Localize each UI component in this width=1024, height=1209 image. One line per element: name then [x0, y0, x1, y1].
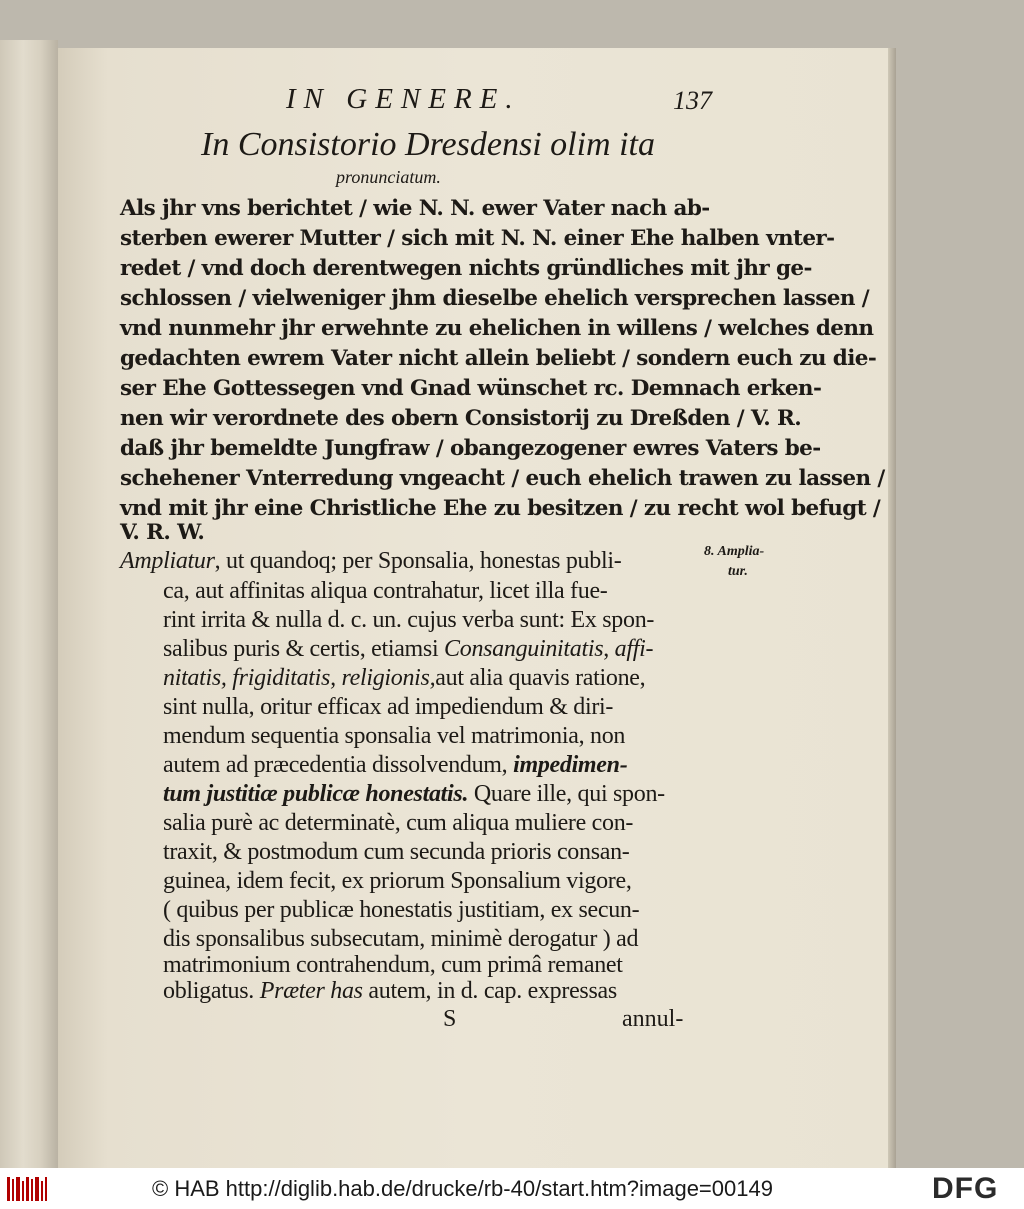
gothic-text-line: Als jhr vns berichtet / wie N. N. ewer Vater nach ab- — [120, 196, 710, 221]
latin-text: obligatus. — [163, 978, 260, 1004]
latin-italic-term: Consanguinitatis — [444, 636, 604, 662]
latin-text-line: mendum sequentia sponsalia vel matrimonia, non — [163, 723, 626, 749]
section-heading: In Consistorio Dresdensi olim ita — [201, 126, 655, 163]
book-page — [58, 48, 888, 1168]
margin-note-line: tur. — [728, 564, 748, 579]
latin-text: autem, in d. cap. expressas — [362, 978, 617, 1004]
margin-note-line: 8. Amplia- — [704, 544, 765, 559]
latin-text: , — [603, 636, 615, 662]
latin-text-line: ca, aut affinitas aliqua contrahatur, licet illa fue- — [163, 578, 608, 604]
running-head: IN GENERE. — [286, 83, 521, 115]
gothic-text-line: redet / vnd doch derentwegen nichts gründliches mit jhr ge- — [120, 256, 812, 281]
gothic-text-line: schehener Vnterredung vngeacht / euch ehelich trawen zu lassen / — [120, 466, 885, 491]
margin-note — [704, 542, 764, 582]
dfg-logo: DFG — [932, 1172, 999, 1205]
latin-italic-term: affi- — [614, 636, 654, 662]
gothic-text-line: ser Ehe Gottessegen vnd Gnad wünschet rc. Demnach erken- — [120, 376, 822, 401]
latin-text-line: rint irrita & nulla d. c. un. cujus verba sunt: Ex spon- — [163, 607, 655, 633]
gothic-text-line: gedachten ewrem Vater nicht allein beliebt / sondern euch zu die- — [120, 346, 877, 371]
latin-text: salibus puris & certis, etiamsi — [163, 636, 445, 662]
viewer-footer — [0, 1168, 1024, 1209]
gothic-text-line: daß jhr bemeldte Jungfraw / obangezogener ewres Vaters be- — [120, 436, 821, 461]
latin-text-line — [163, 781, 665, 808]
gothic-text-line: V. R. W. — [120, 520, 205, 545]
latin-text: autem ad præcedentia dissolvendum, — [163, 752, 514, 778]
latin-text-line: salia purè ac determinatè, cum aliqua muliere con- — [163, 810, 634, 836]
left-page-edge — [0, 40, 58, 1168]
section-heading-continued: pronunciatum. — [336, 167, 441, 187]
latin-italic-term: Præter has — [259, 978, 363, 1004]
latin-text-line: dis sponsalibus subsecutam, minimè derogatur ) ad — [163, 926, 639, 952]
latin-text: , ut quandoq; per Sponsalia, honestas publi- — [214, 548, 622, 574]
signature-mark: S — [443, 1006, 457, 1032]
footer-copyright: © HAB http://diglib.hab.de/drucke/rb-40/start.htm?image=00149 — [152, 1176, 773, 1201]
latin-text-line — [163, 665, 645, 692]
latin-text-line — [163, 978, 617, 1005]
latin-text-line — [163, 752, 627, 779]
page-number: 137 — [673, 86, 712, 115]
gothic-text-line: schlossen / vielweniger jhm dieselbe ehelich versprechen lassen / — [120, 286, 870, 311]
barcode-logo-icon — [5, 1175, 49, 1203]
gothic-text-line: vnd mit jhr eine Christliche Ehe zu besitzen / zu recht wol befugt / — [120, 496, 881, 521]
catchword: annul- — [622, 1006, 684, 1032]
latin-text-line: sint nulla, oritur efficax ad impediendum & diri- — [163, 694, 614, 720]
gothic-text-line: sterben ewerer Mutter / sich mit N. N. einer Ehe halben vnter- — [120, 226, 835, 251]
page-edge-shadow — [888, 48, 896, 1168]
latin-text-line: matrimonium contrahendum, cum primâ remanet — [163, 952, 623, 978]
latin-text: Quare ille, qui spon- — [468, 781, 665, 807]
latin-italic-term: impedimen- — [513, 752, 628, 778]
gothic-text-line: nen wir verordnete des obern Consistorij zu Dreßden / V. R. — [120, 406, 802, 431]
gothic-text-line: vnd nunmehr jhr erwehnte zu ehelichen in willens / welches denn — [120, 316, 874, 341]
latin-text-line — [163, 636, 653, 663]
latin-text-line — [120, 548, 621, 575]
latin-italic-term: nitatis, frigiditatis, religionis, — [163, 665, 436, 691]
latin-italic-term: tum justitiæ publicæ honestatis. — [163, 781, 469, 807]
latin-italic-term: Ampliatur — [120, 548, 215, 574]
latin-text: aut alia quavis ratione, — [435, 665, 646, 691]
latin-text-line: guinea, idem fecit, ex priorum Sponsalium vigore, — [163, 868, 632, 894]
latin-text-line: ( quibus per publicæ honestatis justitiam, ex secun- — [163, 897, 640, 923]
latin-text-line: traxit, & postmodum cum secunda prioris consan- — [163, 839, 630, 865]
